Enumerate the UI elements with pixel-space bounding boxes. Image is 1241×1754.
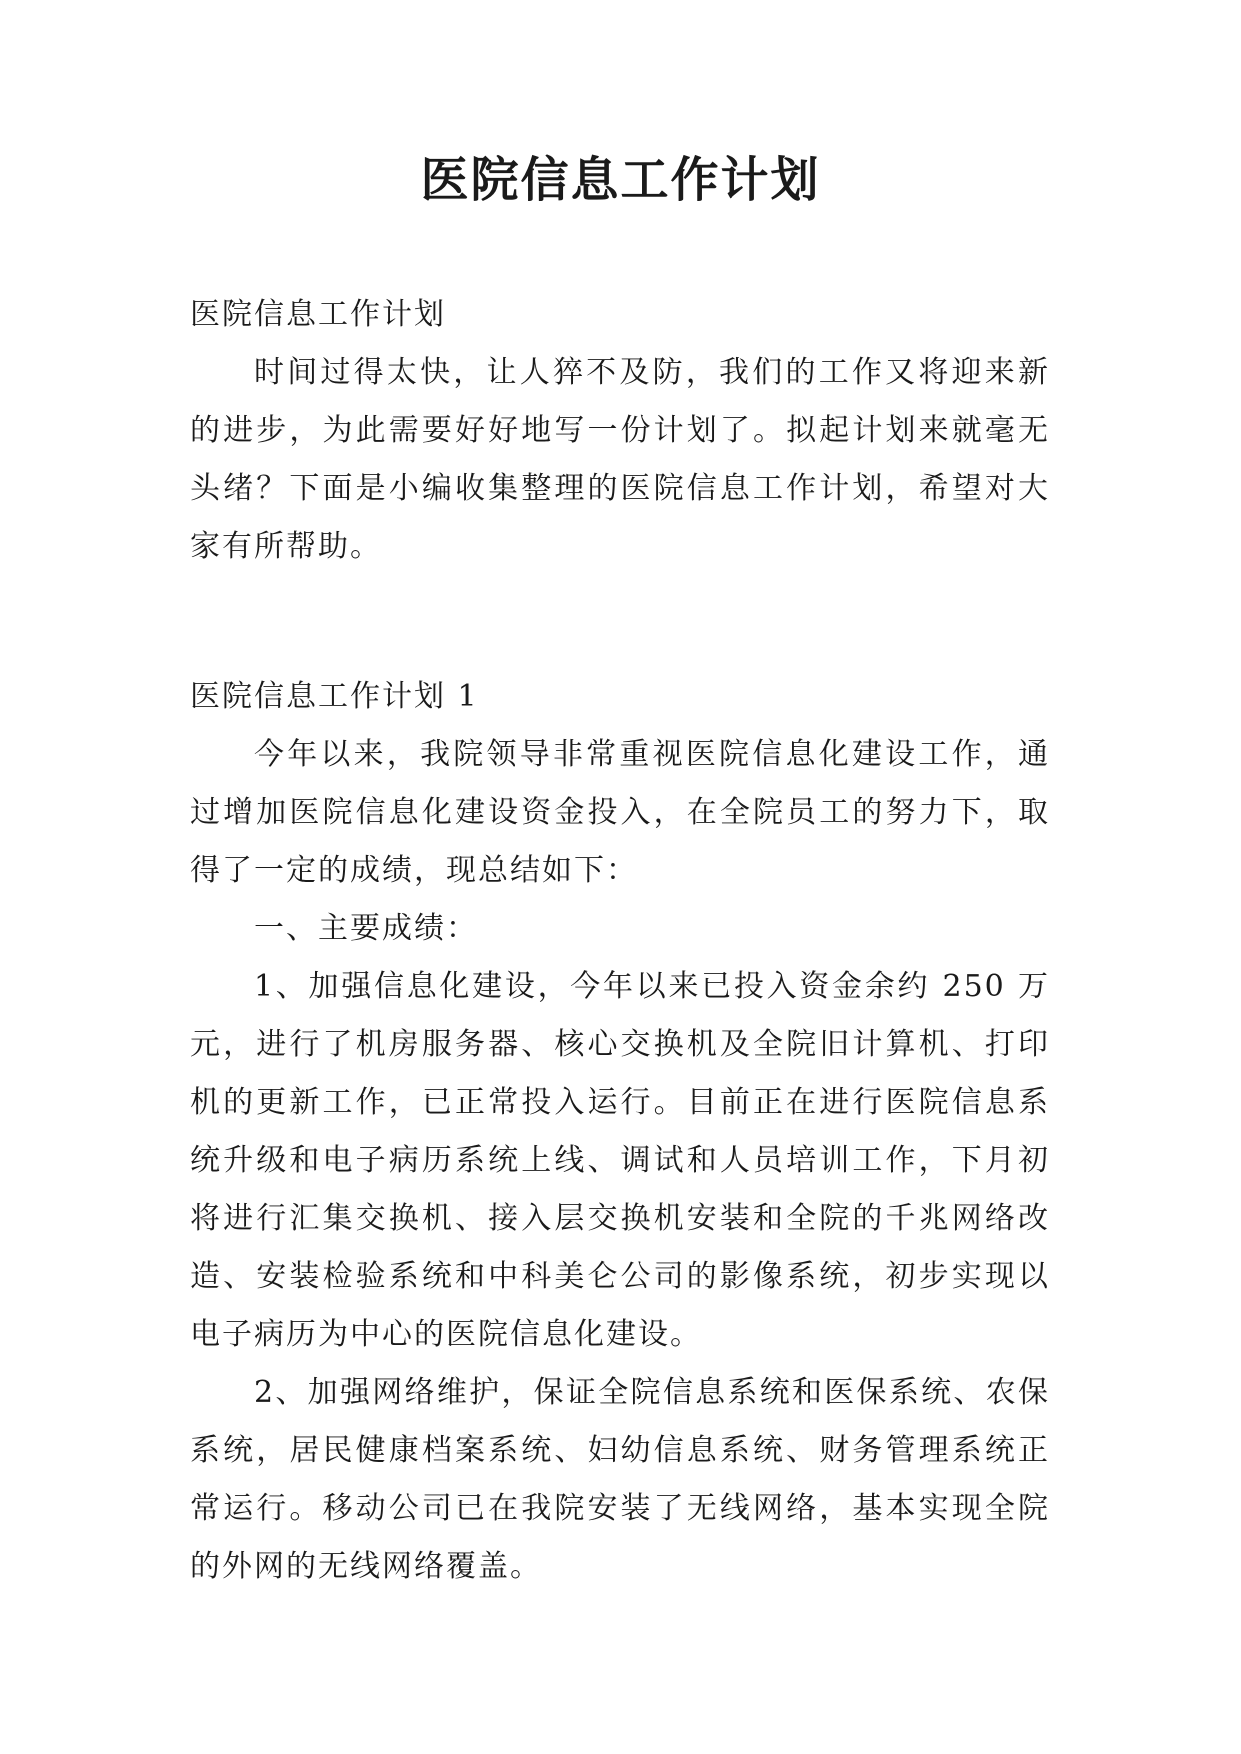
list-item: 2、加强网络维护，保证全院信息系统和医保系统、农保系统，居民健康档案系统、妇幼信息系统、财务管理系统正常运行。移动公司已在我院安装了无线网络，基本实现全院的外网的无线网络覆盖。 (190, 1375, 1050, 1584)
section-subheading: 一、主要成绩： (254, 911, 478, 946)
section-paragraph: 今年以来，我院领导非常重视医院信息化建设工作，通过增加医院信息化建设资金投入，在全院员工的努力下，取得了一定的成绩，现总结如下： (190, 737, 1050, 888)
document-body (190, 286, 1050, 1596)
section-heading: 医院信息工作计划 1 (190, 679, 479, 714)
section-spacer (190, 576, 1050, 668)
intro-paragraph: 时间过得太快，让人猝不及防，我们的工作又将迎来新的进步，为此需要好好地写一份计划了。拟起计划来就毫无头绪？下面是小编收集整理的医院信息工作计划，希望对大家有所帮助。 (190, 355, 1050, 564)
document-title: 医院信息工作计划 (420, 152, 821, 208)
list-item: 1、加强信息化建设，今年以来已投入资金余约 250 万元，进行了机房服务器、核心交换机及全院旧计算机、打印机的更新工作，已正常投入运行。目前正在进行医院信息系统升级和电子病历系统上线、调试和人员培训工作，下月初将进行汇集交换机、接入层交换机安装和全院的千兆网络改造、安装检验系统和中科美仑公司的影像系统，初步实现以电子病历为中心的医院信息化建设。 (190, 969, 1050, 1352)
document-subtitle: 医院信息工作计划 (190, 297, 446, 332)
